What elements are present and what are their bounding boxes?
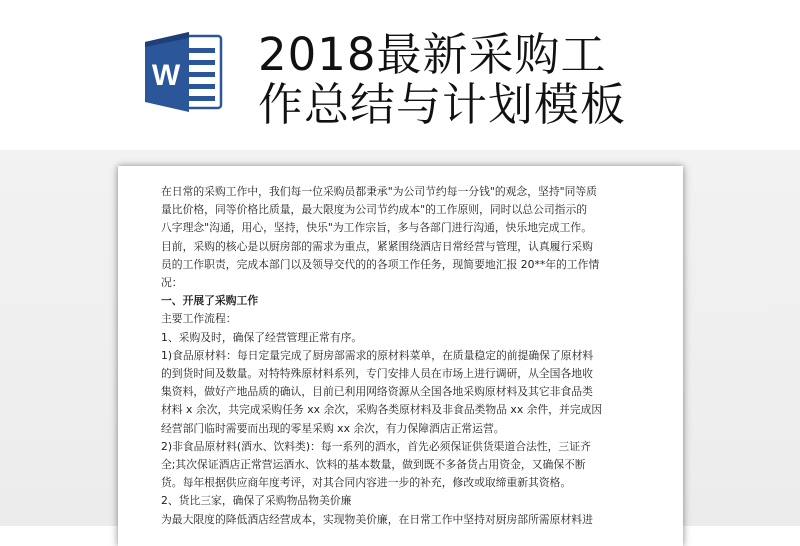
word-logo-letter: W [151, 59, 181, 92]
document-line: 材料 x 余次，共完成采购任务 xx 余次，采购各类原材料及非食品类物品 xx 余件，并完成因 [161, 403, 603, 417]
document-line: 1)食品原材料：每日定量完成了厨房部需求的原材料菜单，在质量稳定的前提确保了原材料 [161, 348, 594, 362]
document-line: 在日常的采购工作中，我们每一位采购员都秉承"为公司节约每一分钱"的观念，坚持"同等质 [161, 185, 597, 198]
document-line: 员的工作职责，完成本部门以及领导交代的的各项工作任务，现简要地汇报 20**年的工作情 [161, 257, 600, 271]
document-line: 主要工作流程： [161, 312, 237, 326]
document-line: 集资料，做好产地品质的确认，目前已利用网络资源从全国各地采购原材料及其它非食品类 [161, 385, 593, 399]
document-line: 2)非食品原材料(酒水、饮料类)：每一系列的酒水，首先必须保证供货渠道合法性，三证齐 [161, 439, 591, 453]
document-line: 经营部门临时需要而出现的零星采购 xx 余次，有力保障酒店正常运营。 [161, 421, 505, 435]
document-line: 的到货时间及数量。对特特殊原材料系列，专门安排人员在市场上进行调研，从全国各地收 [161, 367, 593, 381]
section-heading: 一、开展了采购工作 [161, 294, 259, 308]
document-line: 为最大限度的降低酒店经营成本，实现物美价廉，在日常工作中坚持对厨房部所需原材料进 [161, 512, 593, 526]
document-line: 货。每年根据供应商年度考评，对其合同内容进一步的补充，修改或取缔重新其资格。 [161, 476, 572, 490]
document-line: 2、货比三家，确保了采购物品物美价廉 [161, 494, 352, 508]
document-line: 量比价格，同等价格比质量，最大限度为公司节约成本"的工作原则，同时以总公司指示的 [161, 203, 588, 217]
document-line: 况： [161, 276, 183, 290]
word-document-icon [145, 30, 223, 114]
document-line: 八字理念"沟通，用心，坚持，快乐"为工作宗旨，多与各部门进行沟通，快乐地完成工作。 [161, 221, 593, 235]
page-title-line-2: 作总结与计划模板 [258, 78, 627, 131]
document-line: 全;其次保证酒店正常营运酒水、饮料的基本数量，做到既不多备货占用资金，又确保不断 [161, 458, 586, 472]
page-title-line-1: 2018最新采购工 [258, 28, 607, 81]
document-page [118, 166, 683, 546]
page-title [258, 30, 778, 130]
document-body [161, 183, 644, 529]
document-line: 1、采购及时，确保了经营管理正常有序。 [161, 330, 363, 344]
header-banner [0, 0, 800, 150]
document-line: 目前，采购的核心是以厨房部的需求为重点，紧紧围绕酒店日常经营与管理，认真履行采购 [161, 239, 593, 253]
